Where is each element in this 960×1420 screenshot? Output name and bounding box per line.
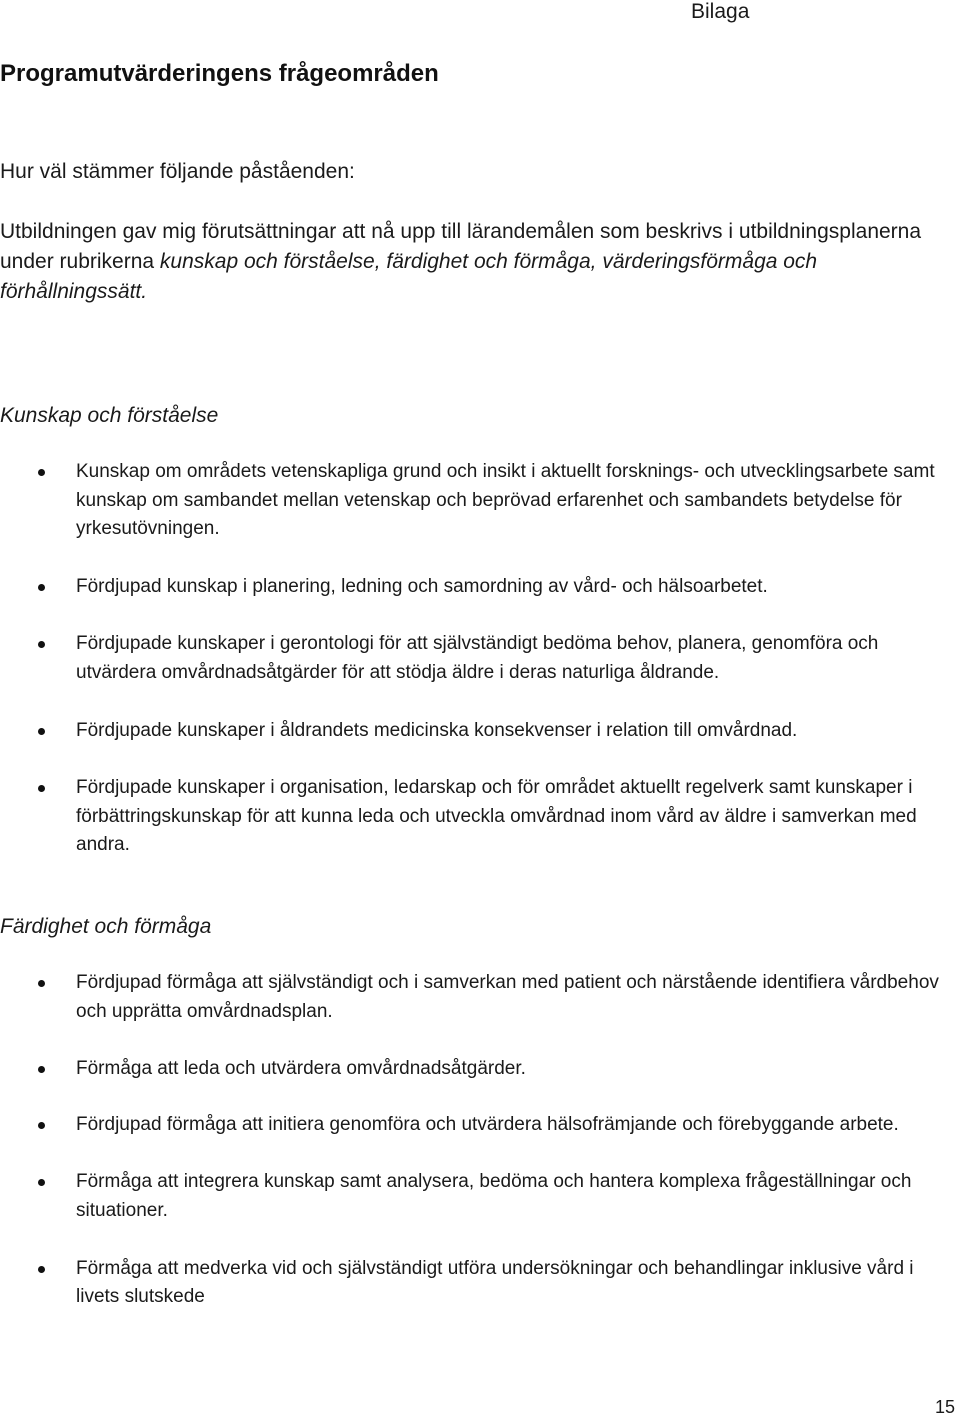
document-title: Programutvärderingens frågeområden <box>0 60 439 87</box>
intro-paragraph <box>0 217 940 307</box>
list-item <box>0 717 960 746</box>
section-list-fardighet <box>0 969 960 1312</box>
section-heading-kunskap: Kunskap och förståelse <box>0 404 219 427</box>
bullet-icon <box>38 1066 45 1073</box>
list-item-text: Förmåga att leda och utvärdera omvårdnadsåtgärder. <box>76 1058 526 1080</box>
question-text: Hur väl stämmer följande påståenden: <box>0 160 355 183</box>
list-item-text: Fördjupade kunskaper i organisation, ledarskap och för området aktuellt regelverk samt kunskaper i förbättringskunskap för att kunna leda och utveckla omvårdnad inom vård av äldre i samverkan med andra. <box>76 777 917 856</box>
bullet-icon <box>38 980 45 987</box>
bullet-icon <box>38 1266 45 1273</box>
section-heading-fardighet: Färdighet och förmåga <box>0 915 212 938</box>
list-item-text: Fördjupade kunskaper i åldrandets medicinska konsekvenser i relation till omvårdnad. <box>76 719 798 741</box>
list-item <box>0 774 960 860</box>
list-item-text: Fördjupad kunskap i planering, ledning och samordning av vård- och hälsoarbetet. <box>76 575 768 597</box>
intro-italic-text: kunskap och förståelse, färdighet och förmåga, värderingsförmåga och förhållningssätt. <box>0 250 818 303</box>
list-item <box>0 1255 960 1312</box>
list-item <box>0 1111 960 1140</box>
page-number: 15 <box>935 1397 956 1417</box>
list-item-text: Fördjupad förmåga att initiera genomföra och utvärdera hälsofrämjande och förebyggande arbete. <box>76 1113 899 1135</box>
bullet-icon <box>38 785 45 792</box>
list-item-text: Kunskap om områdets vetenskapliga grund och insikt i aktuellt forsknings- och utvecklingsarbete samt kunskap om sambandet mellan vetenskap och beprövad erfarenhet och sambandets betydelse för yrkesutövningen. <box>76 461 935 540</box>
bullet-icon <box>38 584 45 591</box>
list-item-text: Förmåga att integrera kunskap samt analysera, bedöma och hantera komplexa frågeställningar och situationer. <box>76 1171 912 1221</box>
bullet-icon <box>38 1179 45 1186</box>
section-list-kunskap <box>0 458 960 860</box>
bullet-icon <box>38 469 45 476</box>
list-item <box>0 630 960 687</box>
bullet-icon <box>38 1122 45 1129</box>
bullet-icon <box>38 641 45 648</box>
list-item <box>0 969 960 1026</box>
intro-text: Utbildningen gav mig förutsättningar att nå upp till lärandemålen som beskrivs i utbildningsplanerna under rubrikerna <box>0 220 922 273</box>
list-item <box>0 1055 960 1084</box>
list-item-text: Fördjupad förmåga att självständigt och i samverkan med patient och närstående identifiera vårdbehov och upprätta omvårdnadsplan. <box>76 972 939 1022</box>
list-item <box>0 458 960 544</box>
header-label: Bilaga <box>691 0 750 23</box>
list-item-text: Fördjupade kunskaper i gerontologi för att självständigt bedöma behov, planera, genomföra och utvärdera omvårdnadsåtgärder för att stödja äldre i deras naturliga åldrande. <box>76 633 879 683</box>
list-item-text: Förmåga att medverka vid och självständigt utföra undersökningar och behandlingar inklusive vård i livets slutskede <box>76 1257 914 1308</box>
bullet-icon <box>38 728 45 735</box>
list-item <box>0 1168 960 1225</box>
list-item <box>0 573 960 602</box>
